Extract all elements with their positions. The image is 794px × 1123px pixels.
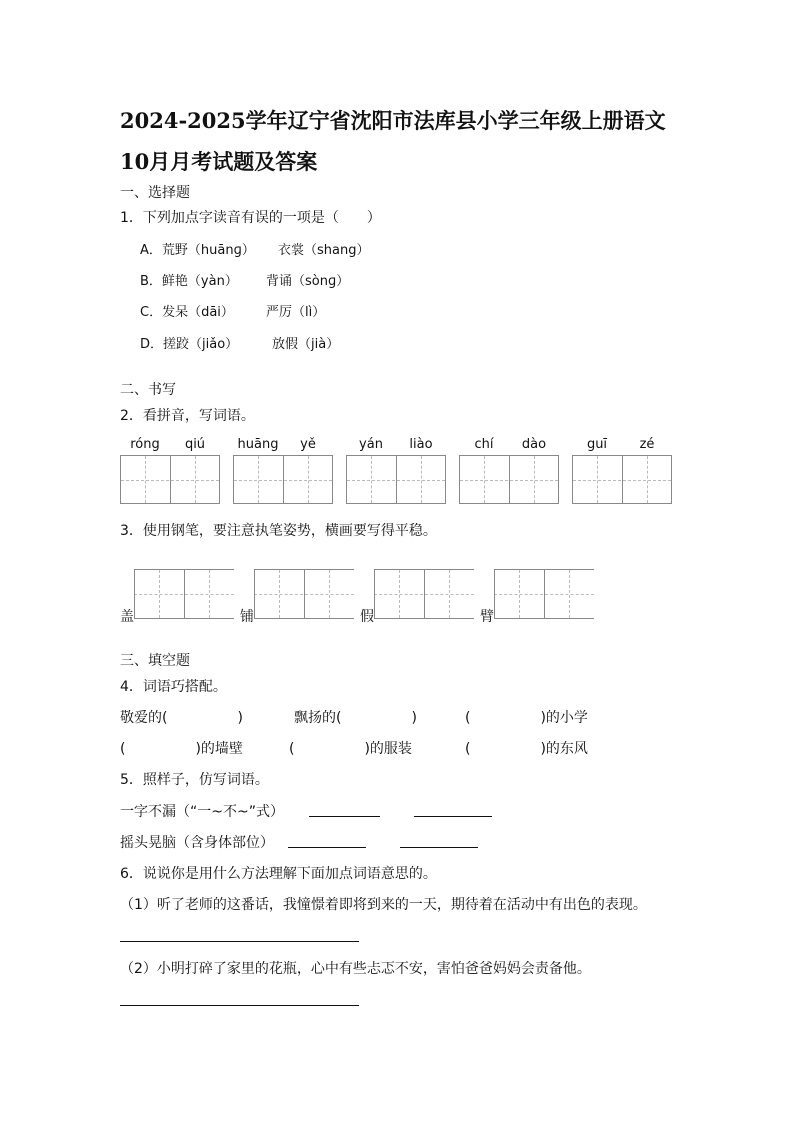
pinyin-label: róng bbox=[130, 437, 160, 452]
copy-grid-4[interactable] bbox=[494, 569, 594, 619]
model-char: 假 bbox=[360, 609, 374, 625]
answer-blank[interactable] bbox=[400, 847, 478, 848]
answer-blank[interactable] bbox=[288, 847, 366, 848]
question-6-stem: 6．说说你是用什么方法理解下面加点词语意思的。 bbox=[120, 866, 437, 882]
question-4-stem: 4．词语巧搭配。 bbox=[120, 679, 227, 695]
q6-sentence-1: （1）听了老师的这番话，我憧憬着即将到来的一天，期待着在活动中有出色的表现。 bbox=[120, 897, 647, 913]
answer-line-2[interactable] bbox=[120, 1005, 359, 1006]
option-b-word2: 背诵（sònɡ） bbox=[266, 274, 350, 289]
question-2-stem: 2．看拼音，写词语。 bbox=[120, 408, 255, 424]
answer-blank[interactable] bbox=[414, 816, 492, 817]
copy-grid-2[interactable] bbox=[254, 569, 354, 619]
option-d: D．搓跤（jiǎo） bbox=[140, 337, 239, 352]
writing-grid-1[interactable] bbox=[120, 455, 220, 504]
writing-grid-2[interactable] bbox=[233, 455, 333, 504]
fill-item[interactable]: 飘扬的( ) bbox=[294, 710, 417, 726]
pinyin-label: yě bbox=[300, 437, 316, 452]
pinyin-label: chí bbox=[474, 437, 494, 452]
writing-grid-3[interactable] bbox=[346, 455, 446, 504]
answer-blank[interactable] bbox=[309, 816, 380, 817]
question-5-stem: 5．照样子，仿写词语。 bbox=[120, 772, 269, 788]
option-c-word2: 严厉（lì） bbox=[266, 305, 326, 320]
page-title-line2: 10月月考试题及答案 bbox=[120, 149, 318, 174]
model-char: 盖 bbox=[120, 609, 134, 625]
model-char: 铺 bbox=[240, 609, 254, 625]
question-3-stem: 3．使用钢笔，要注意执笔姿势，横画要写得平稳。 bbox=[120, 523, 437, 539]
pinyin-label: zé bbox=[639, 437, 655, 452]
section-heading-choice: 一、选择题 bbox=[120, 185, 190, 201]
answer-line-1[interactable] bbox=[120, 941, 359, 942]
pinyin-label: dào bbox=[521, 437, 547, 452]
section-heading-fill: 三、填空题 bbox=[120, 653, 190, 669]
option-b: B．鲜艳（yàn） bbox=[140, 274, 238, 289]
pinyin-label: liào bbox=[409, 437, 433, 452]
writing-grid-5[interactable] bbox=[572, 455, 672, 504]
pinyin-label: guī bbox=[586, 437, 608, 452]
q5-line1-label: 一字不漏（“一~不~”式） bbox=[120, 804, 284, 820]
pinyin-label: yán bbox=[359, 437, 383, 452]
q6-sentence-2: （2）小明打碎了家里的花瓶，心中有些忐忑不安，害怕爸爸妈妈会责备他。 bbox=[120, 961, 591, 977]
page-title-line1: 2024-2025学年辽宁省沈阳市法库县小学三年级上册语文 bbox=[120, 108, 666, 133]
q5-line2-label: 摇头晃脑（含身体部位） bbox=[120, 835, 274, 851]
option-a: A．荒野（huānɡ） bbox=[140, 243, 255, 258]
option-a-word2: 衣裳（shang） bbox=[278, 243, 370, 258]
fill-item[interactable]: ( )的小学 bbox=[465, 710, 588, 726]
section-heading-writing: 二、书写 bbox=[120, 382, 176, 398]
fill-item[interactable]: 敬爱的( ) bbox=[120, 710, 243, 726]
pinyin-label: qiú bbox=[184, 437, 206, 452]
copy-grid-3[interactable] bbox=[374, 569, 474, 619]
pinyin-label: huāng bbox=[237, 437, 279, 452]
copy-grid-1[interactable] bbox=[134, 569, 234, 619]
option-c: C．发呆（dāi） bbox=[140, 305, 234, 320]
fill-item[interactable]: ( )的东风 bbox=[465, 741, 588, 757]
question-1-stem: 1．下列加点字读音有误的一项是（ ） bbox=[120, 210, 381, 226]
option-d-word2: 放假（jià） bbox=[272, 337, 340, 352]
model-char: 臂 bbox=[480, 609, 494, 625]
fill-item[interactable]: ( )的墙壁 bbox=[120, 741, 243, 757]
writing-grid-4[interactable] bbox=[459, 455, 559, 504]
fill-item[interactable]: ( )的服装 bbox=[289, 741, 412, 757]
